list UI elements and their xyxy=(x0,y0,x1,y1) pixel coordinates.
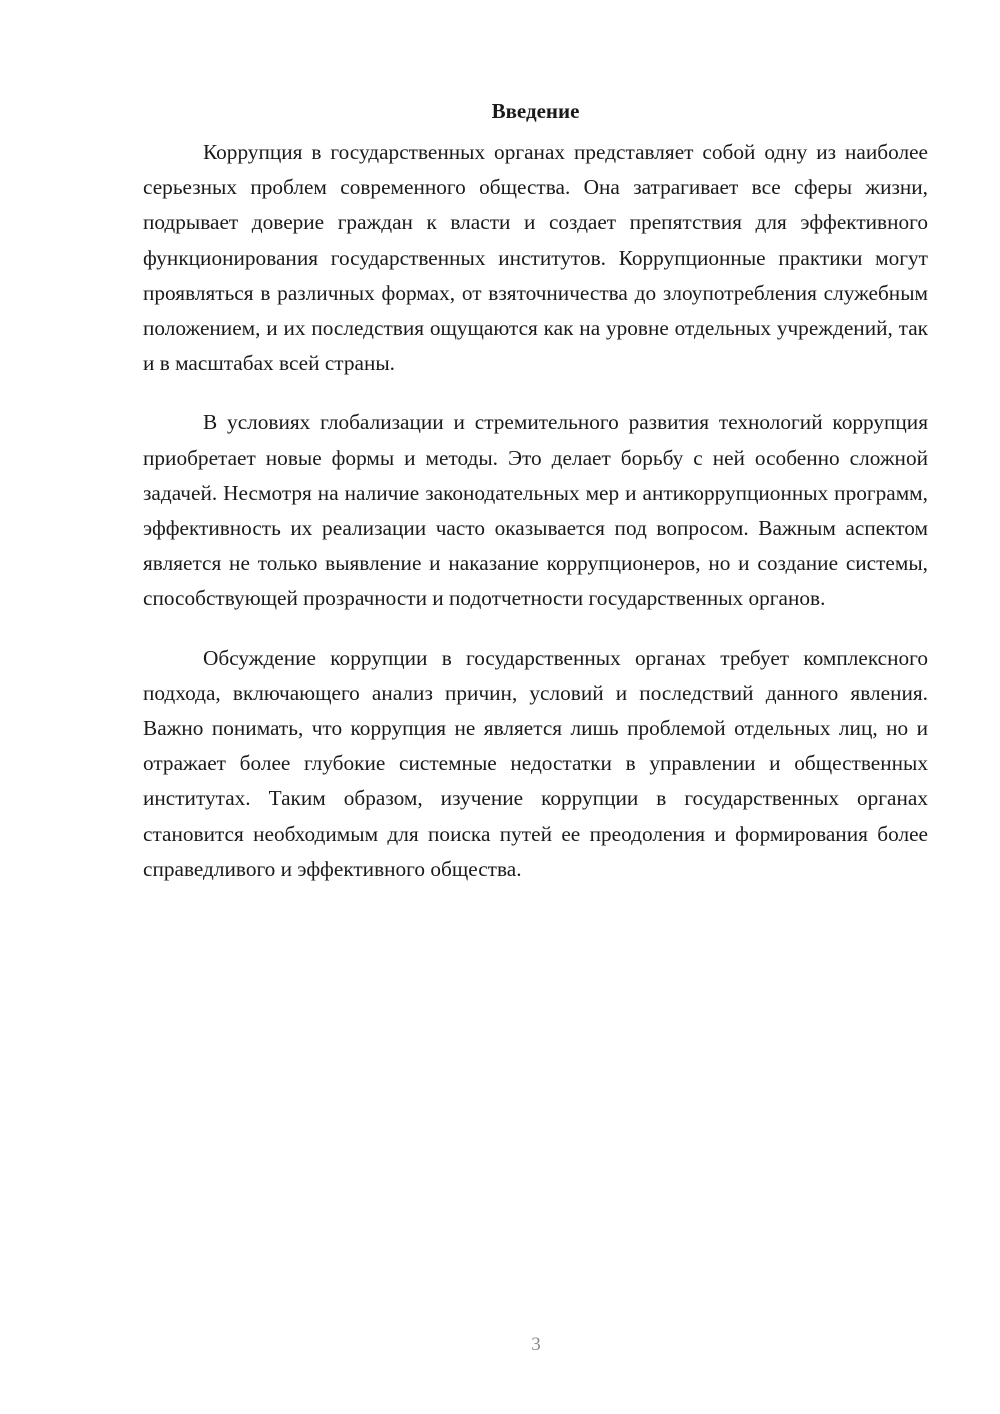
section-title: Введение xyxy=(491,99,580,123)
document-body xyxy=(143,96,928,887)
page-number: 3 xyxy=(531,1334,541,1355)
paragraph-1: Коррупция в государственных органах представляет собой одну из наиболее серьезных проблем современного общества. Она затрагивает все сферы жизни, подрывает доверие граждан к власти и создает препятствия для эффективного функционирования государственных институтов. Коррупционные практики могут проявляться в различных формах, от взяточничества до злоупотребления служебным положением, и их последствия ощущаются как на уровне отдельных учреждений, так и в масштабах всей страны. xyxy=(143,140,928,376)
paragraph-3: Обсуждение коррупции в государственных органах требует комплексного подхода, включающего анализ причин, условий и последствий данного явления. Важно понимать, что коррупция не является лишь проблемой отдельных лиц, но и отражает более глубокие системные недостатки в управлении и общественных институтах. Таким образом, изучение коррупции в государственных органах становится необходимым для поиска путей ее преодоления и формирования более справедливого и эффективного общества. xyxy=(143,645,928,881)
paragraph-2: В условиях глобализации и стремительного развития технологий коррупция приобретает новые формы и методы. Это делает борьбу с ней особенно сложной задачей. Несмотря на наличие законодательных мер и антикоррупционных программ, эффективность их реализации часто оказывается под вопросом. Важным аспектом является не только выявление и наказание коррупционеров, но и создание системы, способствующей прозрачности и подотчетности государственных органов. xyxy=(143,410,928,611)
